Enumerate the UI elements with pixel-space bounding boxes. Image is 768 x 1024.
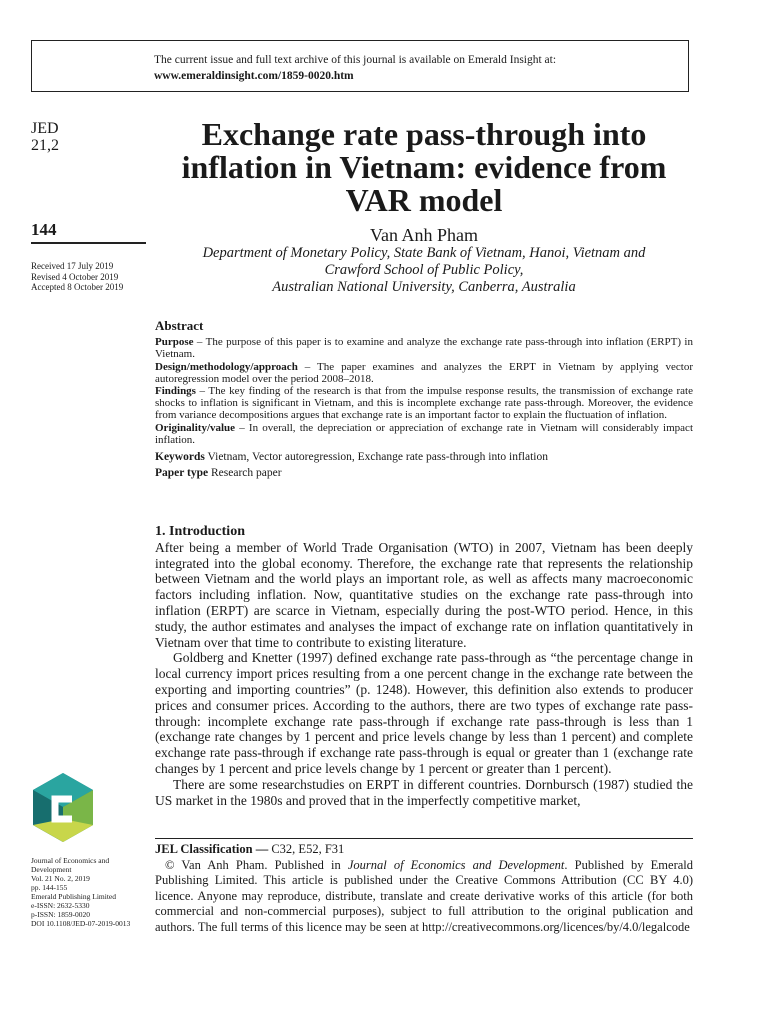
emerald-publishing-logo-icon <box>31 773 95 843</box>
originality-label: Originality/value <box>155 421 236 434</box>
originality-text: – In overall, the depreciation or appreciation of exchange rate in Vietnam will considerably impact inflation. <box>155 421 693 446</box>
journal-eissn: e-ISSN: 2632-5330 <box>31 901 90 910</box>
footnote-rule <box>155 838 693 839</box>
abstract-originality <box>155 422 693 446</box>
introduction-section <box>155 524 693 808</box>
journal-abbrev: JED <box>31 120 59 137</box>
abstract-design <box>155 361 693 385</box>
paper-type-text: Research paper <box>208 467 282 480</box>
journal-pissn: p-ISSN: 1859-0020 <box>31 910 90 919</box>
paper-title: Exchange rate pass-through into inflation in Vietnam: evidence from VAR model <box>181 116 667 218</box>
journal-availability-notice <box>31 40 689 92</box>
license-post: . Published by Emerald Publishing Limited. This article is published under the Creative Commons Attribution (CC BY 4.0) licence. Anyone may reproduce, distribute, translate and create derivative works of this article (for both commercial and non-commercial purposes), subject to full attribution to the original publication and authors. The full terms of this licence may be seen at http://creativecommons.org/licences/by/4.0/legalcode <box>155 857 693 934</box>
license-journal: Journal of Economics and Development <box>347 857 565 872</box>
footnote-section <box>155 842 693 935</box>
section-heading: 1. Introduction <box>155 524 245 539</box>
page-number: 144 <box>31 220 57 239</box>
affiliation-line: Crawford School of Public Policy, <box>324 262 524 278</box>
author-affiliation <box>155 245 693 296</box>
purpose-text: – The purpose of this paper is to examine and analyze the exchange rate pass-through into inflation (ERPT) in Vietnam. <box>155 336 693 361</box>
journal-doi: DOI 10.1108/JED-07-2019-0013 <box>31 919 131 928</box>
abstract-heading: Abstract <box>155 318 204 333</box>
journal-name: Journal of Economics and Development <box>31 856 110 874</box>
findings-label: Findings <box>155 385 196 398</box>
findings-text: – The key finding of the research is that from the impulse response results, the transmission of exchange rate shocks to inflation is significant in Vietnam, and this is incomplete exchange rate pass-through. Moreover, the evidence from variance decompositions argues that exchange rate is an important factor to explain the fluctuation of inflation. <box>155 385 693 422</box>
journal-info <box>31 856 146 928</box>
submission-dates <box>31 261 146 293</box>
journal-publisher: Emerald Publishing Limited <box>31 892 116 901</box>
body-paragraph: After being a member of World Trade Organisation (WTO) in 2007, Vietnam has been deeply integrated into the global economy. Therefore, the exchange rate that represents the relationship between Vietnam and the world plays an important role, as well as affects many macroeconomic factors including inflation. Now, quantitative studies on the exchange rate pass-through into inflation (ERPT) are scarce in Vietnam, especially during the post-WTO period. Hence, in this study, the author estimates and analyses the impact of exchange rate on inflation quantitatively in Vietnam over that time to contribute to existing literature. <box>155 539 693 650</box>
notice-text: The current issue and full text archive of this journal is available on Emerald Insight at: <box>154 54 557 66</box>
purpose-label: Purpose <box>155 336 194 349</box>
jel-codes: C32, E52, F31 <box>268 842 345 856</box>
received-date: Received 17 July 2019 <box>31 261 114 271</box>
body-paragraph: There are some researchstudies on ERPT in different countries. Dornbursch (1987) studied the US market in the 1980s and proved that in the imperfectly competitive market, <box>155 776 693 808</box>
jel-classification <box>155 842 693 858</box>
abstract-purpose <box>155 336 693 360</box>
journal-pages: pp. 144-155 <box>31 883 68 892</box>
jel-label: JEL Classification — <box>155 842 269 856</box>
paper-type <box>155 467 693 479</box>
design-text: – The paper examines and analyzes the ERPT in Vietnam by applying vector autoregression model over the period 2008–2018. <box>155 360 693 385</box>
keywords-text: Vietnam, Vector autoregression, Exchange rate pass-through into inflation <box>204 451 548 464</box>
author-name: Van Anh Pham <box>370 225 478 245</box>
keywords-label: Keywords <box>155 451 205 464</box>
abstract-section <box>155 320 693 479</box>
accepted-date: Accepted 8 October 2019 <box>31 282 124 292</box>
abstract-findings <box>155 385 693 422</box>
volume-issue: 21,2 <box>31 137 59 154</box>
paper-type-label: Paper type <box>155 467 209 480</box>
license-pre: © Van Anh Pham. Published in <box>165 857 348 872</box>
license-statement <box>155 858 693 936</box>
affiliation-line: Department of Monetary Policy, State Bank of Vietnam, Hanoi, Vietnam and <box>202 245 646 261</box>
keywords <box>155 451 693 463</box>
journal-vol: Vol. 21 No. 2, 2019 <box>31 874 90 883</box>
journal-volume-label <box>31 120 146 154</box>
journal-url-link[interactable]: www.emeraldinsight.com/1859-0020.htm <box>154 70 354 82</box>
body-paragraph: Goldberg and Knetter (1997) defined exchange rate pass-through as “the percentage change in local currency import prices resulting from a one percent change in the exchange rate between the exporting and importing countries” (p. 1248). However, this definition also extends to producer prices and consumer prices. According to the authors, there are two types of exchange rate pass-through: incomplete exchange rate pass-through if exchange rate pass-through is less than 1 (exchange rate changes by 1 percent and price levels change by less than 1 percent) and complete exchange rate pass-through if exchange rate pass-through is equal or greater than 1 (exchange rate changes by 1 percent and price levels change by 1 percent or greater than 1 percent). <box>155 650 693 776</box>
design-label: Design/methodology/approach <box>155 360 298 373</box>
affiliation-line: Australian National University, Canberra, Australia <box>272 279 576 295</box>
page-number-rule <box>31 242 146 244</box>
revised-date: Revised 4 October 2019 <box>31 271 119 282</box>
